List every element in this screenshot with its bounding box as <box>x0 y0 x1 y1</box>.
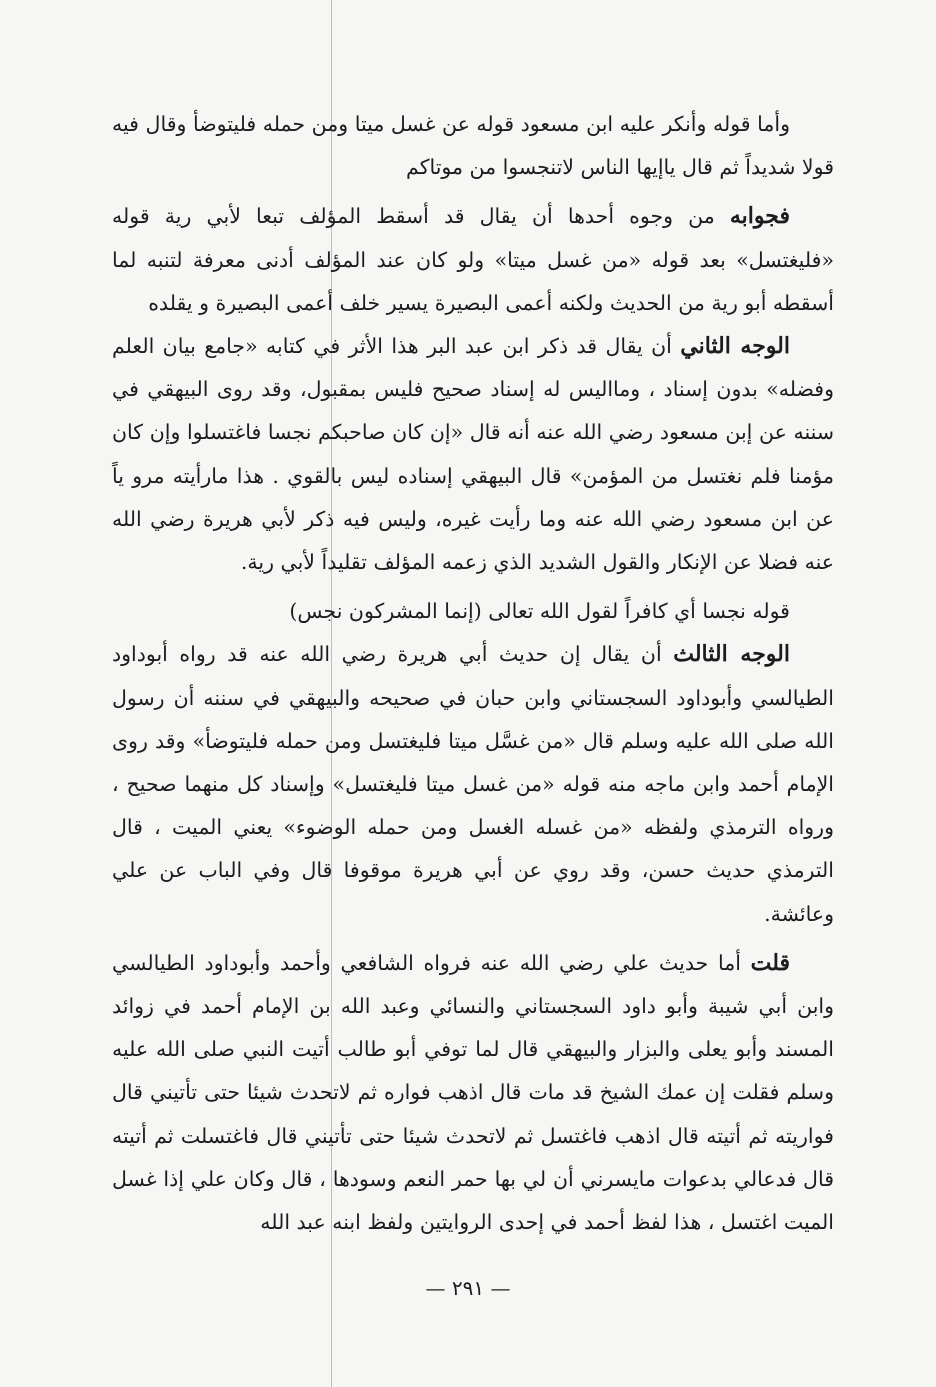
paragraph-lead: قلت <box>750 949 790 976</box>
paragraph-text: من وجوه أحدها أن يقال قد أسقط المؤلف تبعا لأبي رية قوله «فليغتسل» بعد قوله «من غسل ميتا» ولو كان عند المؤلف أدنى معرفة لتنبه لما أسقطه أبو رية من الحديث ولكنه أعمى البصيرة يسير خلف أعمى البصيرة و يقلده <box>112 204 834 315</box>
page-number: — ٢٩١ — <box>425 1276 511 1300</box>
paragraph-lead: الوجه الثاني <box>680 333 790 360</box>
paragraph-2 <box>112 195 834 325</box>
paragraph-text: وأما قوله وأنكر عليه ابن مسعود قوله عن غسل ميتا ومن حمله فليتوضأ وقال فيه قولا شديداً ثم قال ياإيها الناس لاتنجسوا من موتاكم <box>112 112 834 180</box>
paragraph-1 <box>112 103 834 189</box>
paragraph-text: أن يقال إن حديث أبي هريرة رضي الله عنه قد رواه أبوداود الطيالسي وأبوداود السجستاني وابن حبان في صحيحه والبيهقي في سننه أن رسول الله صلى الله عليه وسلم قال «من غسَّل ميتا فليغتسل ومن حمله فليتوضأ» وقد روى الإمام أحمد وابن ماجه منه قوله «من غسل ميتا فليغتسل» وإسناد كل منهما صحيح ، ورواه الترمذي ولفظه «من غسله الغسل ومن حمله الوضوء» يعني الميت ، قال الترمذي حديث حسن، وقد روي عن أبي هريرة موقوفا قال وفي الباب عن علي وعائشة. <box>112 642 834 926</box>
page-body <box>112 103 834 1244</box>
paragraph-5 <box>112 633 834 935</box>
paragraph-text: أما حديث علي رضي الله عنه فرواه الشافعي وأحمد وأبوداود الطيالسي وابن أبي شيبة وأبو داود السجستاني والنسائي وعبد الله بن الإمام أحمد في زوائد المسند وأبو يعلى والبزار والبيهقي قال لما توفي أبو طالب أتيت النبي صلى الله عليه وسلم فقلت إن عمك الشيخ قد مات قال اذهب فواره ثم لاتحدث شيئا حتى تأتيني قال فواريته ثم أتيته قال اذهب فاغتسل ثم لاتحدث شيئا حتى تأتيني قال فاغتسلت ثم أتيته قال فدعالي بدعوات مايسرني أن لي بها حمر النعم وسودها ، قال وكان علي إذا غسل الميت اغتسل ، هذا لفظ أحمد في إحدى الروايتين ولفظ ابنه عبد الله <box>112 950 834 1235</box>
paragraph-lead: الوجه الثالث <box>673 641 790 668</box>
paragraph-3 <box>112 325 834 584</box>
paragraph-text: قوله نجسا أي كافراً لقول الله تعالى (إنما المشركون نجس) <box>289 599 790 624</box>
paragraph-4 <box>112 590 834 633</box>
paragraph-6 <box>112 942 834 1244</box>
paragraph-text: أن يقال قد ذكر ابن عبد البر هذا الأثر في كتابه «جامع بيان العلم وفضله» بدون إسناد ، ومااليس له إسناد صحيح فليس بمقبول، وقد روى البيهقي في سننه عن إبن مسعود رضي الله عنه أنه قال «إن كان صاحبكم نجسا فاغتسلوا وإن كان مؤمنا فلم نغتسل من المؤمن» قال البيهقي إسناده ليس بالقوي . هذا مارأيته مرو ياً عن ابن مسعود رضي الله عنه وما رأيت غيره، وليس فيه ذكر لأبي هريرة رضي الله عنه فضلا عن الإنكار والقول الشديد الذي زعمه المؤلف تقليداً لأبي رية. <box>112 334 834 575</box>
paragraph-lead: فجوابه <box>729 203 790 230</box>
